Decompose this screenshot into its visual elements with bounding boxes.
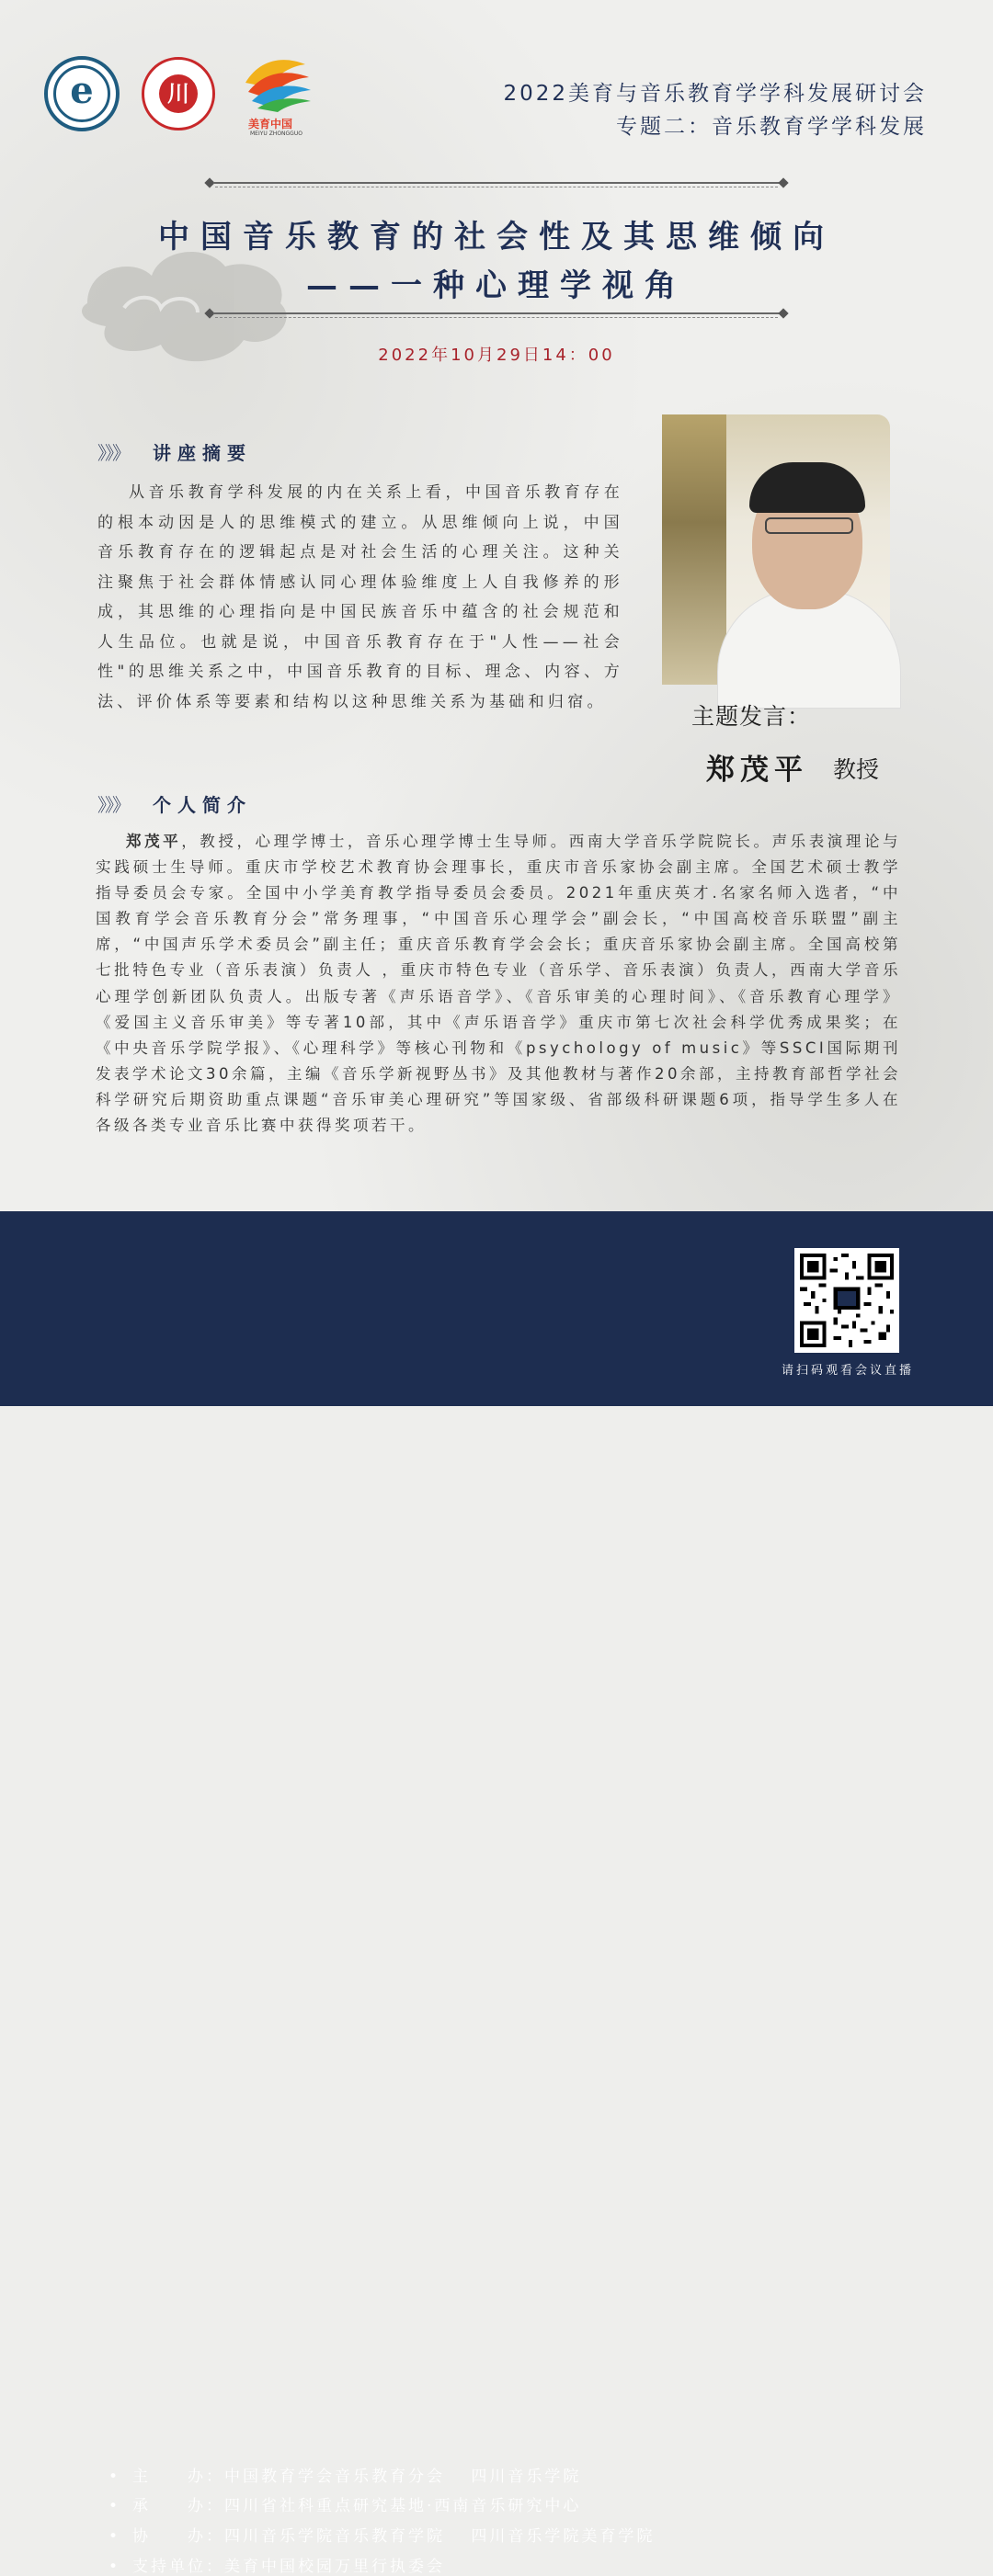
chevrons-icon: 》》》 [97, 794, 129, 816]
event-datetime: 2022年10月29日14：00 [378, 346, 615, 365]
footer-row-co-organizer: • 协 办：四川音乐学院音乐教育学院 四川音乐学院美育学院 [108, 2527, 656, 2546]
bio-body: ，教授，心理学博士，音乐心理学博士生导师。西南大学音乐学院院长。声乐表演理论与实践硕士生导师。重庆市学校艺术教育协会理事长，重庆市音乐家协会副主席。全国艺术硕士教学指导委员会专家。全国中小学美育教学指导委员会委员。2021年重庆英才.名家名师入选者，“中国教育学会音乐教育分会”常务理事，“中国音乐心理学会”副会长，“中国高校音乐联盟”副主席，“中国声乐学术委员会”副主任；重庆音乐教育学会会长；重庆音乐家协会副主席。全国高校第七批特色专业（音乐表演）负责人 ，重庆市特色专业（音乐学、音乐表演）负责人，西南大学音乐心理学创新团队负责人。出版专著《声乐语音学》、《音乐审美的心理时间》、《音乐教育心理学》《爱国主义音乐审美》等专著10部，其中《声乐语音学》重庆市第七次社会科学优秀成果奖；在《中央音乐学院学报》、《心理科学》等核心刊物和《psychology of music》等SSCI国际期刊发表学术论文30余篇，主编《音乐学新视野丛书》及其他教材与著作20余部，主持教育部哲学社会科学研究后期资助重点课题“音乐审美心理研究”等国家级、省部级科研课题6项，指导学生多人在各级各类专业音乐比赛中获得奖项若干。 [96, 833, 902, 1135]
bio-heading-text: 个人简介 [153, 794, 252, 816]
meiyu-zhongguo-logo [241, 55, 314, 138]
abstract-heading-text: 讲座摘要 [153, 442, 252, 464]
abstract-text: 从音乐教育学科发展的内在关系上看，中国音乐教育存在的根本动因是人的思维模式的建立。从思维倾向上说，中国音乐教育存在的逻辑起点是对社会生活的心理关注。这种关注聚焦于社会群体情感认同心理体验维度上人自我修养的形成，其思维的心理指向是中国民族音乐中蕴含的社会规范和人生品位。也就是说，中国音乐教育存在于"人性——社会性"的思维关系之中，中国音乐教育的目标、理念、内容、方法、评价体系等要素和结构以这种思维关系为基础和归宿。 [97, 483, 623, 711]
lecture-subtitle: ——一种心理学视角 [306, 267, 687, 304]
logo-text: 美育中国 [248, 118, 293, 131]
logo-seal: 川 [159, 74, 198, 113]
title-bottom-divider [206, 309, 787, 318]
meiyu-swoosh-icon [241, 55, 314, 114]
livestream-qr-code[interactable] [794, 1248, 899, 1353]
education-society-logo [44, 56, 120, 131]
lecture-title: 中国音乐教育的社会性及其思维倾向 [158, 219, 835, 255]
logo-subtext: MEIYU ZHONGGUO [250, 131, 302, 137]
chevrons-icon: 》》》 [97, 442, 129, 464]
logo-letter: e [70, 69, 94, 112]
qr-caption: 请扫码观看会议直播 [781, 1364, 914, 1378]
conference-name: 2022美育与音乐教育学学科发展研讨会 [503, 82, 927, 106]
speaker-photo [662, 414, 890, 685]
sichuan-conservatory-logo [142, 57, 215, 131]
bio-heading [97, 790, 252, 817]
title-top-divider [206, 178, 787, 187]
footer-row-supporter: • 支持单位：美育中国校园万里行执委会 [108, 2558, 445, 2576]
footer-row-host: • 主 办：中国教育学会音乐教育分会 四川音乐学院 [108, 2468, 582, 2486]
speaker-title: 教授 [833, 756, 880, 783]
bio-name: 郑茂平 [126, 833, 182, 850]
bio-text [96, 829, 901, 1139]
keynote-label: 主题发言： [691, 703, 812, 730]
footer-row-organizer: • 承 办：四川省社科重点研究基地·西南音乐研究中心 [108, 2497, 582, 2515]
speaker-name: 郑茂平 [706, 754, 808, 787]
conference-header [503, 77, 927, 143]
session-name: 专题二：音乐教育学学科发展 [616, 115, 927, 139]
abstract-heading [97, 438, 252, 465]
qr-code-icon [800, 1254, 894, 1347]
